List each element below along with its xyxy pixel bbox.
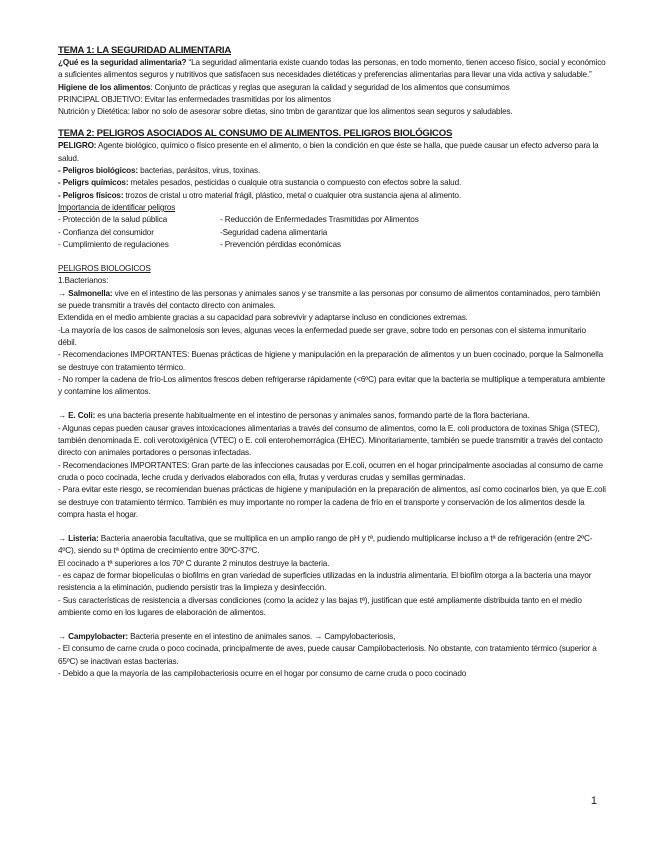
campylobacter-intro	[58, 631, 606, 643]
biologicos-line	[58, 165, 606, 177]
list-item: - Protección de la salud pública	[58, 215, 167, 225]
higiene-line	[58, 82, 606, 94]
quimicos-label: - Peligrs químicos:	[58, 178, 129, 188]
higiene-label: Higiene de los alimentos	[58, 82, 151, 92]
document-page	[58, 44, 606, 680]
importancia-columns	[58, 214, 606, 251]
importancia-right-column	[220, 214, 606, 251]
listeria-line: - Sus características de resistencia a diversas condiciones (como la acidez y las bajas tª), justifican que esté ampliamente distribuida tanto en el medio ambiente como en los lugares de elaboración de alimentos.	[58, 595, 582, 617]
ecoli-line: - Para evitar este riesgo, se recomiendan buenas prácticas de higiene y manipulación en la preparación de alimentos, así como cocinarlos bien, ya que E.coli se destruye con tratamiento térmico. También es muy importante no romper la cadena de frío en el transporte y conservación de los alimentos desde la compra hasta el hogar.	[58, 485, 606, 519]
ecoli-text: es una bacteria presente habitualmente en el intestino de personas y animales sanos, formando parte de la flora bacteriana.	[95, 411, 530, 421]
ecoli-line: - Recomendaciones IMPORTANTES: Gran parte de las infecciones causadas por E.coli, ocurren en el hogar principalmente asociadas al consumo de carne cruda o poco cocinada, leche cruda y derivados elaborados con ella, frutas y verduras crudas y semillas germinadas.	[58, 460, 603, 482]
fisicos-label: - Peligros físicos:	[58, 190, 124, 200]
seguridad-question: ¿Qué es la seguridad alimentaria?	[58, 58, 187, 67]
peligro-definition	[58, 140, 606, 165]
biologicos-label: - Peligros biológicos:	[58, 166, 138, 176]
importancia-left-column	[58, 214, 220, 251]
page-number: 1	[590, 795, 597, 807]
list-item: - Cumplimiento de regulaciones	[58, 239, 169, 249]
seguridad-definition	[58, 57, 606, 82]
peligro-text: Agente biológico, químico o físico presente en el alimento, o bien la condición en que éste se halla, que puede causar un efecto adverso para la salud.	[58, 141, 599, 163]
biologicos-text: bacterias, parásitos, virus, toxinas.	[137, 166, 261, 176]
quimicos-text: metales pesados, pesticidas o cualquie otra sustancia o compuesto con efectos sobre la salud.	[128, 178, 462, 188]
salmonella-line: -La mayoría de los casos de salmonelosis son leves, algunas veces la enfermedad puede ser grave, sobre todo en personas con el sistema inmunitario débil.	[58, 325, 586, 347]
fisicos-text: trozos de cristal u otro material frágil, plástico, metal o cualquier otra sustancia ajena al alimento.	[123, 190, 461, 200]
salmonella-line: - No romper la cadena de frío-Los alimentos frescos deben refrigerarse rápidamente (<6ºC) para evitar que la bacteria se multiplique a temperatura ambiente y contamine los alimentos.	[58, 374, 606, 397]
objetivo-text: : Evitar las enfermedades trasmitidas por los alimentos	[140, 94, 331, 104]
tema2-heading: TEMA 2: PELIGROS ASOCIADOS AL CONSUMO DE ALIMENTOS. PELIGROS BIOLÓGICOS	[58, 128, 453, 140]
list-item: - Confianza del consumidor	[58, 227, 154, 237]
campylobacter-label: → Campylobacter:	[58, 632, 128, 642]
fisicos-line	[58, 190, 606, 202]
objetivo-line	[58, 94, 606, 106]
campylobacter-text: Bacteria presente en el intestino de animales sanos. → Campylobacteriosis,	[127, 632, 396, 642]
salmonella-line: Extendida en el medio ambiente gracias a su capacidad para sobrevivir y adaptarse incluso en condiciones extremas.	[58, 313, 468, 323]
salmonella-text: vive en el intestino de las personas y animales sanos y se transmite a las personas por consumo de alimentos contaminados, pero también se puede transmitir a través del contacto directo con animales.	[58, 288, 600, 311]
objetivo-label: PRINCIPAL OBJETIVO	[58, 94, 141, 104]
listeria-line: El cocinado a tª superiores a los 70º C durante 2 minutos destruye la bacteria.	[58, 558, 330, 568]
importancia-heading: Importancia de identificar peligros	[58, 202, 176, 212]
list-item: - Reducción de Enfermedades Trasmitidas por Alimentos	[220, 215, 419, 225]
ecoli-line: - Algunas cepas pueden causar graves intoxicaciones alimentarias a través del consumo de alimentos, como la E. coli productora de toxinas Shiga (STEC), también denominada E. coli verotoxigénica (VTEC) o E. coli enterohemorrágica (EHEC). Minoritariamente, también se puede transmitir a través del contacto directo con animales portadores o personas infectadas.	[58, 423, 603, 458]
list-item: - Prevención pérdidas económicas	[220, 239, 341, 249]
listeria-line: - es capaz de formar biopelículas o biofilms en gran variedad de superficies utilizadas en la industria alimentaria. El biofilm otorga a la bacteria una mayor resistencia a la eliminación, pudiendo persistir tras la limpieza y desinfección.	[58, 570, 592, 593]
list-item: -Seguridad cadena alimentaria	[220, 227, 328, 237]
peligro-label: PELIGRO:	[58, 141, 97, 151]
seguridad-text: “La seguridad alimentaria existe cuando todas las personas, en todo momento, tienen acceso físico, social y económico a suficientes alimentos seguros y nutritivos que satisfacen sus necesidades dietéticas y preferencias alimentarias para llevar una vida activa y saludable.”	[58, 58, 606, 80]
salmonella-label: → Salmonella:	[58, 288, 113, 298]
tema1-heading: TEMA 1: LA SEGURIDAD ALIMENTARIA	[58, 45, 232, 56]
ecoli-intro	[58, 410, 606, 422]
campylobacter-line: - El consumo de carne cruda o poco cocinada, principalmente de aves, puede causar Campilobacteriosis. No obstante, con tratamiento térmico (superior a 65ºC) se inactivan estas bacterias.	[58, 644, 597, 666]
bacterianos-subheading: 1.Bacterianos:	[58, 276, 109, 286]
salmonella-intro	[58, 288, 606, 313]
ecoli-label: → E. Coli:	[58, 411, 96, 421]
listeria-intro	[58, 533, 606, 558]
higiene-text: : Conjunto de prácticas y reglas que aseguran la calidad y seguridad de los alimentos que consumimos	[150, 82, 510, 92]
campylobacter-line: - Debido a que la mayoría de las campilobacteriosis ocurre en el hogar por consumo de carne cruda o poco cocinado	[58, 669, 467, 679]
salmonella-line: - Recomendaciones IMPORTANTES: Buenas prácticas de higiene y manipulación en la preparación de alimentos y un buen cocinado, porque la Salmonella se destruye con tratamiento térmico.	[58, 350, 604, 372]
listeria-label: → Listeria:	[58, 534, 99, 544]
nutricion-line: Nutrición y Dietética: labor no solo de asesorar sobre dietas, sino tmbn de garantizar que los alimentos sean seguros y saludables.	[58, 107, 513, 117]
quimicos-line	[58, 177, 606, 189]
listeria-text: Bacteria anaerobia facultativa, que se multiplica en un amplio rango de pH y tª, pudiendo multiplicarse incluso a tª de refrigeración (entre 2ºC-4ºC), siendo su tª óptima de crecimiento entre 30ºC-37ºC.	[58, 534, 593, 556]
peligros-biologicos-heading: PELIGROS BIOLOGICOS	[58, 264, 151, 274]
